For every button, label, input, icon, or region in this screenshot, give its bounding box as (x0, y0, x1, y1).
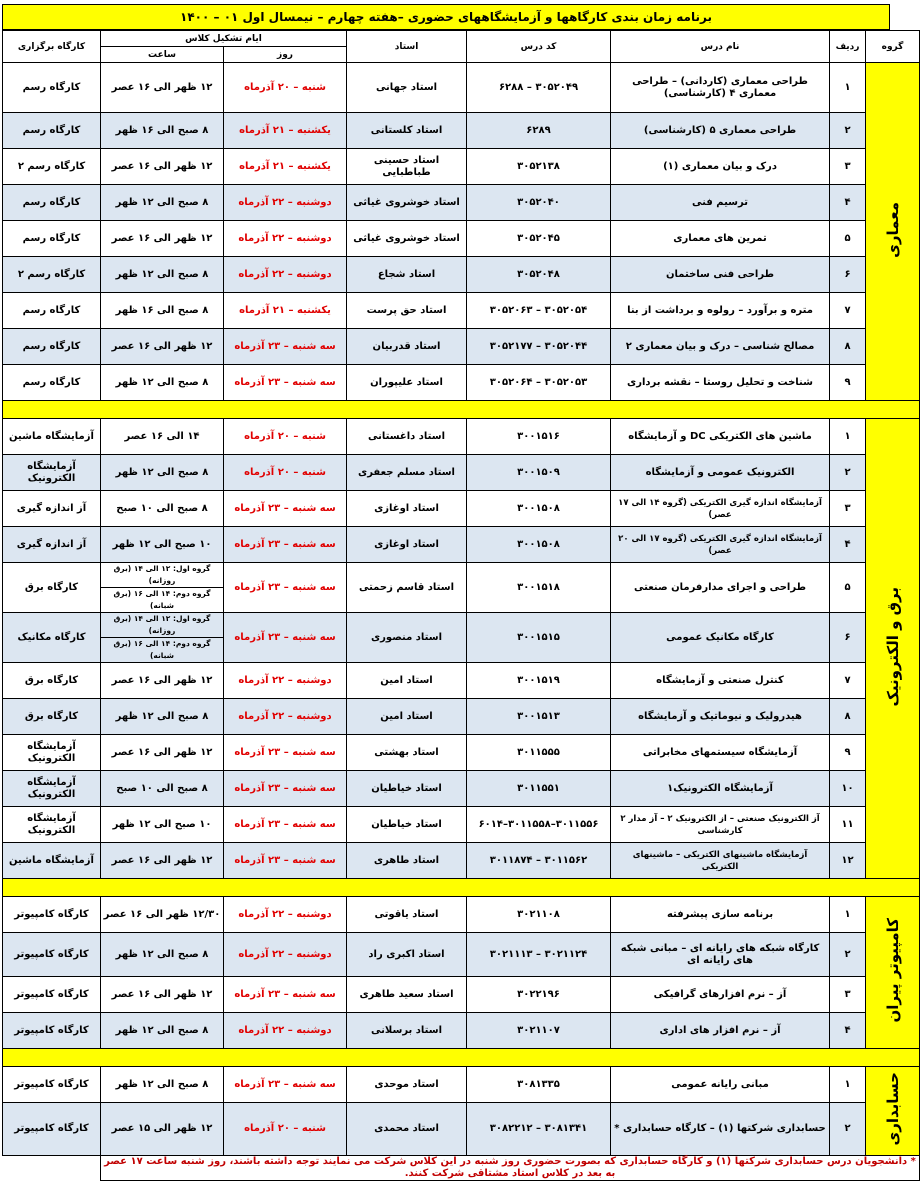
group-separator (3, 1049, 920, 1067)
class-hour: ۱۲ ظهر الی ۱۶ عصر (101, 221, 224, 257)
course-name: آز – نرم افزارهای گرافیکی (611, 977, 830, 1013)
workshop-place: کارگاه رسم (3, 63, 101, 113)
course-name: مصالح شناسی – درک و بیان معماری ۲ (611, 329, 830, 365)
course-code: ۳۰۱۱۵۵۱ (467, 771, 611, 807)
table-row (3, 735, 920, 771)
teacher-name: استاد حق پرست (347, 293, 467, 329)
class-day: سه شنبه – ۲۳ آذرماه (224, 771, 347, 807)
workshop-place: کارگاه کامپیوتر (3, 1103, 101, 1156)
class-day: سه شنبه – ۲۳ آذرماه (224, 491, 347, 527)
class-day: سه شنبه – ۲۳ آذرماه (224, 527, 347, 563)
workshop-place: کارگاه کامپیوتر (3, 933, 101, 977)
teacher-name: استاد خیاطیان (347, 807, 467, 843)
page-title: برنامه زمان بندی کارگاهها و آزمایشگاههای حضوری –هفته چهارم – نیمسال اول ۰۱ – ۱۴۰۰ (2, 4, 890, 30)
class-day: دوشنبه – ۲۲ آذرماه (224, 257, 347, 293)
table-row (3, 365, 920, 401)
table-row (3, 563, 920, 613)
class-hour: ۸ صبح الی ۱۲ ظهر (101, 1067, 224, 1103)
course-name: آزمایشگاه اندازه گیری الکتریکی (گروه ۱۴ الی ۱۷ عصر) (611, 491, 830, 527)
workshop-place: کارگاه برق (3, 699, 101, 735)
workshop-place: کارگاه رسم (3, 113, 101, 149)
table-row (3, 419, 920, 455)
group-label: حسابداری (883, 1072, 902, 1146)
course-name: متره و برآورد – رولوه و برداشت از بنا (611, 293, 830, 329)
table-row (3, 663, 920, 699)
workshop-place: آزمایشگاه الکترونیک (3, 455, 101, 491)
table-row (3, 257, 920, 293)
course-name: درک و بیان معماری (۱) (611, 149, 830, 185)
teacher-name: استاد سعید طاهری (347, 977, 467, 1013)
workshop-place: کارگاه کامپیوتر (3, 1013, 101, 1049)
course-code: ۳۰۰۱۵۱۸ (467, 563, 611, 613)
table-row (3, 185, 920, 221)
teacher-name: استاد اوغازی (347, 527, 467, 563)
row-number: ۱ (830, 1067, 866, 1103)
separator-cell (3, 1049, 920, 1067)
row-number: ۳ (830, 977, 866, 1013)
course-name: طراحی معماری ۵ (کارشناسی) (611, 113, 830, 149)
row-number: ۶ (830, 613, 866, 663)
course-name: آزمایشگاه سیستمهای مخابراتی (611, 735, 830, 771)
class-day: یکشنبه – ۲۱ آذرماه (224, 293, 347, 329)
course-name: ترسیم فنی (611, 185, 830, 221)
course-name: کارگاه مکانیک عمومی (611, 613, 830, 663)
class-day: دوشنبه – ۲۲ آذرماه (224, 897, 347, 933)
schedule-table (2, 30, 920, 1181)
row-number: ۱۰ (830, 771, 866, 807)
teacher-name: استاد حسینی طباطبایی (347, 149, 467, 185)
workshop-place: آزمایشگاه ماشین (3, 419, 101, 455)
teacher-name: استاد برسلانی (347, 1013, 467, 1049)
class-hour: ۱۲ ظهر الی ۱۶ عصر (101, 63, 224, 113)
separator-cell (3, 401, 920, 419)
class-hour: ۸ صبح الی ۱۲ ظهر (101, 933, 224, 977)
row-number: ۱۲ (830, 843, 866, 879)
course-code: ۳۰۵۲۰۴۰ (467, 185, 611, 221)
class-day: یکشنبه – ۲۱ آذرماه (224, 149, 347, 185)
row-number: ۴ (830, 527, 866, 563)
row-number: ۲ (830, 933, 866, 977)
row-number: ۹ (830, 365, 866, 401)
table-row (3, 149, 920, 185)
course-code: ۳۰۲۱۱۰۸ (467, 897, 611, 933)
course-name: طراحی فنی ساختمان (611, 257, 830, 293)
group-label: کامپیوتر پیران (883, 918, 902, 1023)
table-row (3, 977, 920, 1013)
class-day: دوشنبه – ۲۲ آذرماه (224, 221, 347, 257)
table-row (3, 807, 920, 843)
teacher-name: استاد قدربیان (347, 329, 467, 365)
workshop-place: آزمایشگاه الکترونیک (3, 807, 101, 843)
course-code: ۳۰۵۲۰۵۴ – ۳۰۵۲۰۶۳ (467, 293, 611, 329)
class-hour-group-2: گروه دوم: ۱۴ الی ۱۶ (برق شبانه) (101, 587, 223, 612)
class-hour: ۱۲ ظهر الی ۱۶ عصر (101, 735, 224, 771)
workshop-place: آز اندازه گیری (3, 491, 101, 527)
class-hour: ۸ صبح الی ۱۲ ظهر (101, 185, 224, 221)
table-row (3, 329, 920, 365)
schedule-body (3, 63, 920, 1181)
course-name: برنامه سازی پیشرفته (611, 897, 830, 933)
group-cell (866, 63, 920, 401)
workshop-place: کارگاه کامپیوتر (3, 1067, 101, 1103)
row-number: ۱ (830, 419, 866, 455)
separator-cell (3, 879, 920, 897)
row-number: ۷ (830, 663, 866, 699)
course-name: آز الکترونیک صنعتی – از الکترونیک ۲ – آز مدار ۲ کارشناسی (611, 807, 830, 843)
course-code: ۳۰۵۲۰۵۳ – ۳۰۵۲۰۶۴ (467, 365, 611, 401)
teacher-name: استاد اوغازی (347, 491, 467, 527)
workshop-place: کارگاه برق (3, 663, 101, 699)
class-day: شنبه – ۲۰ آذرماه (224, 63, 347, 113)
course-code: ۳۰۸۱۳۳۵ (467, 1067, 611, 1103)
row-number: ۸ (830, 329, 866, 365)
course-name: تمرین های معماری (611, 221, 830, 257)
class-hour: ۸ صبح الی ۱۲ ظهر (101, 455, 224, 491)
class-hour: ۱۴ الی ۱۶ عصر (101, 419, 224, 455)
course-code: ۳۰۰۱۵۰۸ (467, 491, 611, 527)
course-code: ۶۲۸۹ (467, 113, 611, 149)
table-row (3, 699, 920, 735)
teacher-name: استاد امین (347, 699, 467, 735)
class-hour (101, 563, 224, 613)
class-hour-group-1: گروه اول: ۱۲ الی ۱۴ (برق روزانه) (113, 614, 211, 635)
table-row (3, 613, 920, 663)
workshop-place: آز اندازه گیری (3, 527, 101, 563)
workshop-place: کارگاه رسم ۲ (3, 257, 101, 293)
group-label: معماری (883, 201, 902, 258)
row-number: ۸ (830, 699, 866, 735)
course-code: ۳۰۲۱۱۲۴ – ۳۰۲۱۱۱۳ (467, 933, 611, 977)
class-day: سه شنبه – ۲۳ آذرماه (224, 365, 347, 401)
course-code: ۳۰۵۲۰۴۵ (467, 221, 611, 257)
teacher-name: استاد خیاطیان (347, 771, 467, 807)
class-hour: ۱۲ ظهر الی ۱۶ عصر (101, 149, 224, 185)
workshop-place: کارگاه رسم (3, 185, 101, 221)
row-number: ۲ (830, 455, 866, 491)
class-hour: ۱۲ ظهر الی ۱۶ عصر (101, 329, 224, 365)
row-number: ۴ (830, 1013, 866, 1049)
course-name: شناخت و تحلیل روستا – نقشه برداری (611, 365, 830, 401)
class-day: یکشنبه – ۲۱ آذرماه (224, 113, 347, 149)
footnote: * دانشجویان درس حسابداری شرکتها (۱) و کارگاه حسابداری که بصورت حضوری روز شنبه در این کلاس شرکت می نمایند توجه داشته باشند، روز شنبه ساعت ۱۷ عصر به بعد در کلاس استاد مشتاقی شرکت کنند. (101, 1156, 920, 1181)
class-hour: ۸ صبح الی ۱۲ ظهر (101, 1013, 224, 1049)
workshop-place: کارگاه کامپیوتر (3, 897, 101, 933)
course-code: ۳۰۰۱۵۰۸ (467, 527, 611, 563)
table-row (3, 1103, 920, 1156)
header-workshop: کارگاه برگزاری (3, 31, 101, 63)
row-number: ۱۱ (830, 807, 866, 843)
table-row (3, 771, 920, 807)
teacher-name: استاد منصوری (347, 613, 467, 663)
class-hour: ۸ صبح الی ۱۶ ظهر (101, 293, 224, 329)
table-row (3, 113, 920, 149)
row-number: ۱ (830, 897, 866, 933)
header-code: کد درس (467, 31, 611, 63)
teacher-name: استاد شجاع (347, 257, 467, 293)
row-number: ۷ (830, 293, 866, 329)
workshop-place: کارگاه برق (3, 563, 101, 613)
course-name: آزمایشگاه اندازه گیری الکتریکی (گروه ۱۷ الی ۲۰ عصر) (611, 527, 830, 563)
course-name: کارگاه شبکه های رایانه ای – مبانی شبکه های رایانه ای (611, 933, 830, 977)
class-hour: ۱۰ صبح الی ۱۲ ظهر (101, 527, 224, 563)
workshop-place: کارگاه رسم (3, 365, 101, 401)
teacher-name: استاد قاسم زحمتی (347, 563, 467, 613)
course-name: کنترل صنعتی و آزمایشگاه (611, 663, 830, 699)
class-day: سه شنبه – ۲۳ آذرماه (224, 329, 347, 365)
table-row (3, 843, 920, 879)
course-code: ۳۰۵۲۱۳۸ (467, 149, 611, 185)
teacher-name: استاد محمدی (347, 1103, 467, 1156)
header-teacher: استاد (347, 31, 467, 63)
workshop-place: کارگاه رسم (3, 293, 101, 329)
class-hour: ۱۲ ظهر الی ۱۶ عصر (101, 663, 224, 699)
class-day: سه شنبه – ۲۳ آذرماه (224, 735, 347, 771)
course-name: آزمایشگاه ماشینهای الکتریکی – ماشینهای الکتریکی (611, 843, 830, 879)
course-code: ۳۰۰۱۵۱۶ (467, 419, 611, 455)
class-day: سه شنبه – ۲۳ آذرماه (224, 977, 347, 1013)
table-row (3, 897, 920, 933)
class-day: شنبه – ۲۰ آذرماه (224, 455, 347, 491)
course-code: ۳۰۵۲۰۴۴ – ۳۰۵۲۱۷۷ (467, 329, 611, 365)
workshop-place: کارگاه مکانیک (3, 613, 101, 663)
teacher-name: استاد طاهری (347, 843, 467, 879)
course-code: ۳۰۰۱۵۰۹ (467, 455, 611, 491)
class-hour: ۱۲ ظهر الی ۱۶ عصر (101, 843, 224, 879)
table-row (3, 63, 920, 113)
teacher-name: استاد کلستانی (347, 113, 467, 149)
row-number: ۴ (830, 185, 866, 221)
course-name: ماشین های الکتریکی DC و آزمایشگاه (611, 419, 830, 455)
course-name: آزمایشگاه الکترونیک۱ (611, 771, 830, 807)
class-day: سه شنبه – ۲۳ آذرماه (224, 613, 347, 663)
header-group: گروه (866, 31, 920, 63)
teacher-name: استاد یاقوتی (347, 897, 467, 933)
row-number: ۱ (830, 63, 866, 113)
table-row (3, 527, 920, 563)
group-separator (3, 879, 920, 897)
table-row (3, 933, 920, 977)
course-code: ۳۰۱۱۵۵۶–۳۰۱۱۵۵۸–۶۰۱۴ (467, 807, 611, 843)
footnote-row (3, 1156, 920, 1181)
table-row (3, 1067, 920, 1103)
header-course: نام درس (611, 31, 830, 63)
header-days: ایام تشکیل کلاس (101, 31, 347, 47)
teacher-name: استاد مسلم جعفری (347, 455, 467, 491)
course-code: ۳۰۵۲۰۴۹ – ۶۲۸۸ (467, 63, 611, 113)
course-code: ۳۰۱۱۵۵۵ (467, 735, 611, 771)
group-label: برق و الکترونیک (883, 586, 902, 707)
class-day: شنبه – ۲۰ آذرماه (224, 1103, 347, 1156)
schedule-sheet (2, 4, 916, 1179)
class-hour: ۱۲/۳۰ ظهر الی ۱۶ عصر (101, 897, 224, 933)
class-hour: ۱۰ صبح الی ۱۲ ظهر (101, 807, 224, 843)
course-code: ۳۰۵۲۰۴۸ (467, 257, 611, 293)
header-day: روز (224, 47, 347, 63)
teacher-name: استاد موحدی (347, 1067, 467, 1103)
workshop-place: کارگاه رسم ۲ (3, 149, 101, 185)
class-day: سه شنبه – ۲۳ آذرماه (224, 807, 347, 843)
class-hour: ۱۲ ظهر الی ۱۵ عصر (101, 1103, 224, 1156)
table-row (3, 293, 920, 329)
course-code: ۳۰۲۱۱۰۷ (467, 1013, 611, 1049)
class-day: سه شنبه – ۲۳ آذرماه (224, 843, 347, 879)
row-number: ۶ (830, 257, 866, 293)
teacher-name: استاد علیپوران (347, 365, 467, 401)
row-number: ۳ (830, 149, 866, 185)
class-hour: ۸ صبح الی ۱۶ ظهر (101, 113, 224, 149)
class-hour: ۸ صبح الی ۱۲ ظهر (101, 699, 224, 735)
row-number: ۳ (830, 491, 866, 527)
course-name: الکترونیک عمومی و آزمایشگاه (611, 455, 830, 491)
row-number: ۲ (830, 113, 866, 149)
teacher-name: استاد اکبری راد (347, 933, 467, 977)
workshop-place: آزمایشگاه الکترونیک (3, 771, 101, 807)
teacher-name: استاد امین (347, 663, 467, 699)
teacher-name: استاد خوشروی غیاثی (347, 221, 467, 257)
course-code: ۳۰۸۱۳۴۱ – ۳۰۸۲۲۱۲ (467, 1103, 611, 1156)
teacher-name: استاد بهشتی (347, 735, 467, 771)
teacher-name: استاد جهانی (347, 63, 467, 113)
course-name: آز – نرم افزار های اداری (611, 1013, 830, 1049)
class-day: دوشنبه – ۲۲ آذرماه (224, 933, 347, 977)
class-hour: ۸ صبح الی ۱۲ ظهر (101, 257, 224, 293)
class-hour (101, 613, 224, 663)
workshop-place: کارگاه رسم (3, 329, 101, 365)
class-hour: ۸ صبح الی ۱۲ ظهر (101, 365, 224, 401)
group-cell (866, 897, 920, 1049)
class-day: دوشنبه – ۲۲ آذرماه (224, 185, 347, 221)
class-hour: ۸ صبح الی ۱۰ صبح (101, 771, 224, 807)
course-code: ۳۰۰۱۵۱۹ (467, 663, 611, 699)
workshop-place: کارگاه رسم (3, 221, 101, 257)
class-day: سه شنبه – ۲۳ آذرماه (224, 1067, 347, 1103)
row-number: ۹ (830, 735, 866, 771)
workshop-place: آزمایشگاه ماشین (3, 843, 101, 879)
course-name: طراحی معماری (کاردانی) – طراحی معماری ۴ (کارشناسی) (611, 63, 830, 113)
table-row (3, 1013, 920, 1049)
course-name: مبانی رایانه عمومی (611, 1067, 830, 1103)
course-code: ۳۰۰۱۵۱۳ (467, 699, 611, 735)
course-code: ۳۰۱۱۵۶۲ – ۳۰۱۱۸۷۴ (467, 843, 611, 879)
course-name: هیدرولیک و نیوماتیک و آزمایشگاه (611, 699, 830, 735)
table-row (3, 455, 920, 491)
teacher-name: استاد خوشروی غیاثی (347, 185, 467, 221)
class-day: دوشنبه – ۲۲ آذرماه (224, 663, 347, 699)
class-hour-group-2: گروه دوم: ۱۴ الی ۱۶ (برق شبانه) (101, 637, 223, 662)
course-code: ۳۰۰۱۵۱۵ (467, 613, 611, 663)
class-day: دوشنبه – ۲۲ آذرماه (224, 699, 347, 735)
class-hour-group-1: گروه اول: ۱۲ الی ۱۴ (برق روزانه) (113, 564, 211, 585)
row-number: ۵ (830, 563, 866, 613)
teacher-name: استاد داغستانی (347, 419, 467, 455)
header-hour: ساعت (101, 47, 224, 63)
row-number: ۵ (830, 221, 866, 257)
course-name: حسابداری شرکتها (۱) – کارگاه حسابداری * (611, 1103, 830, 1156)
class-hour: ۱۲ ظهر الی ۱۶ عصر (101, 977, 224, 1013)
class-day: دوشنبه – ۲۲ آذرماه (224, 1013, 347, 1049)
class-day: سه شنبه – ۲۳ آذرماه (224, 563, 347, 613)
table-row (3, 221, 920, 257)
class-day: شنبه – ۲۰ آذرماه (224, 419, 347, 455)
class-hour: ۸ صبح الی ۱۰ صبح (101, 491, 224, 527)
workshop-place: آزمایشگاه الکترونیک (3, 735, 101, 771)
course-code: ۳۰۲۲۱۹۶ (467, 977, 611, 1013)
header-row: ردیف (830, 31, 866, 63)
group-separator (3, 401, 920, 419)
course-name: طراحی و اجرای مدارفرمان صنعتی (611, 563, 830, 613)
group-cell (866, 419, 920, 879)
workshop-place: کارگاه کامپیوتر (3, 977, 101, 1013)
group-cell (866, 1067, 920, 1156)
table-row (3, 491, 920, 527)
row-number: ۲ (830, 1103, 866, 1156)
